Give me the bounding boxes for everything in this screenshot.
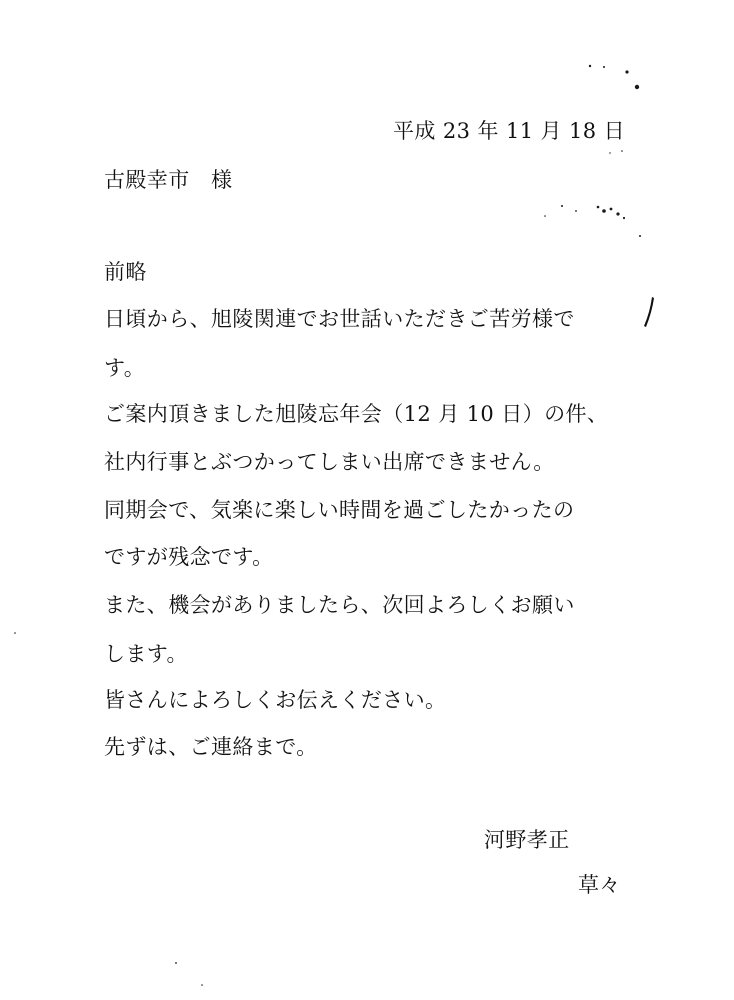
addressee: 古殿幸市 様 (104, 168, 233, 192)
body-line: 社内行事とぶつかってしまい出席できません。 (104, 450, 555, 474)
body-line: ご案内頂きました旭陵忘年会（12 月 10 日）の件、 (104, 402, 609, 426)
closing-phrase: 草々 (578, 873, 621, 897)
body-line: 日頃から、旭陵関連でお世話いただきご苦労様で (104, 307, 575, 331)
body-line: また、機会がありましたら、次回よろしくお願い (104, 593, 575, 617)
letter-date: 平成 23 年 11 月 18 日 (393, 119, 626, 143)
body-line: 先ずは、ご連絡まで。 (104, 735, 318, 759)
body-line: す。 (104, 356, 146, 380)
sender-signature: 河野孝正 (484, 828, 570, 852)
body-line: 皆さんによろしくお伝えください。 (104, 688, 447, 712)
body-line: します。 (104, 642, 188, 666)
body-line: ですが残念です。 (104, 545, 274, 569)
opening-greeting: 前略 (104, 260, 147, 284)
body-line: 同期会で、気楽に楽しい時間を過ごしたかったの (104, 498, 575, 522)
